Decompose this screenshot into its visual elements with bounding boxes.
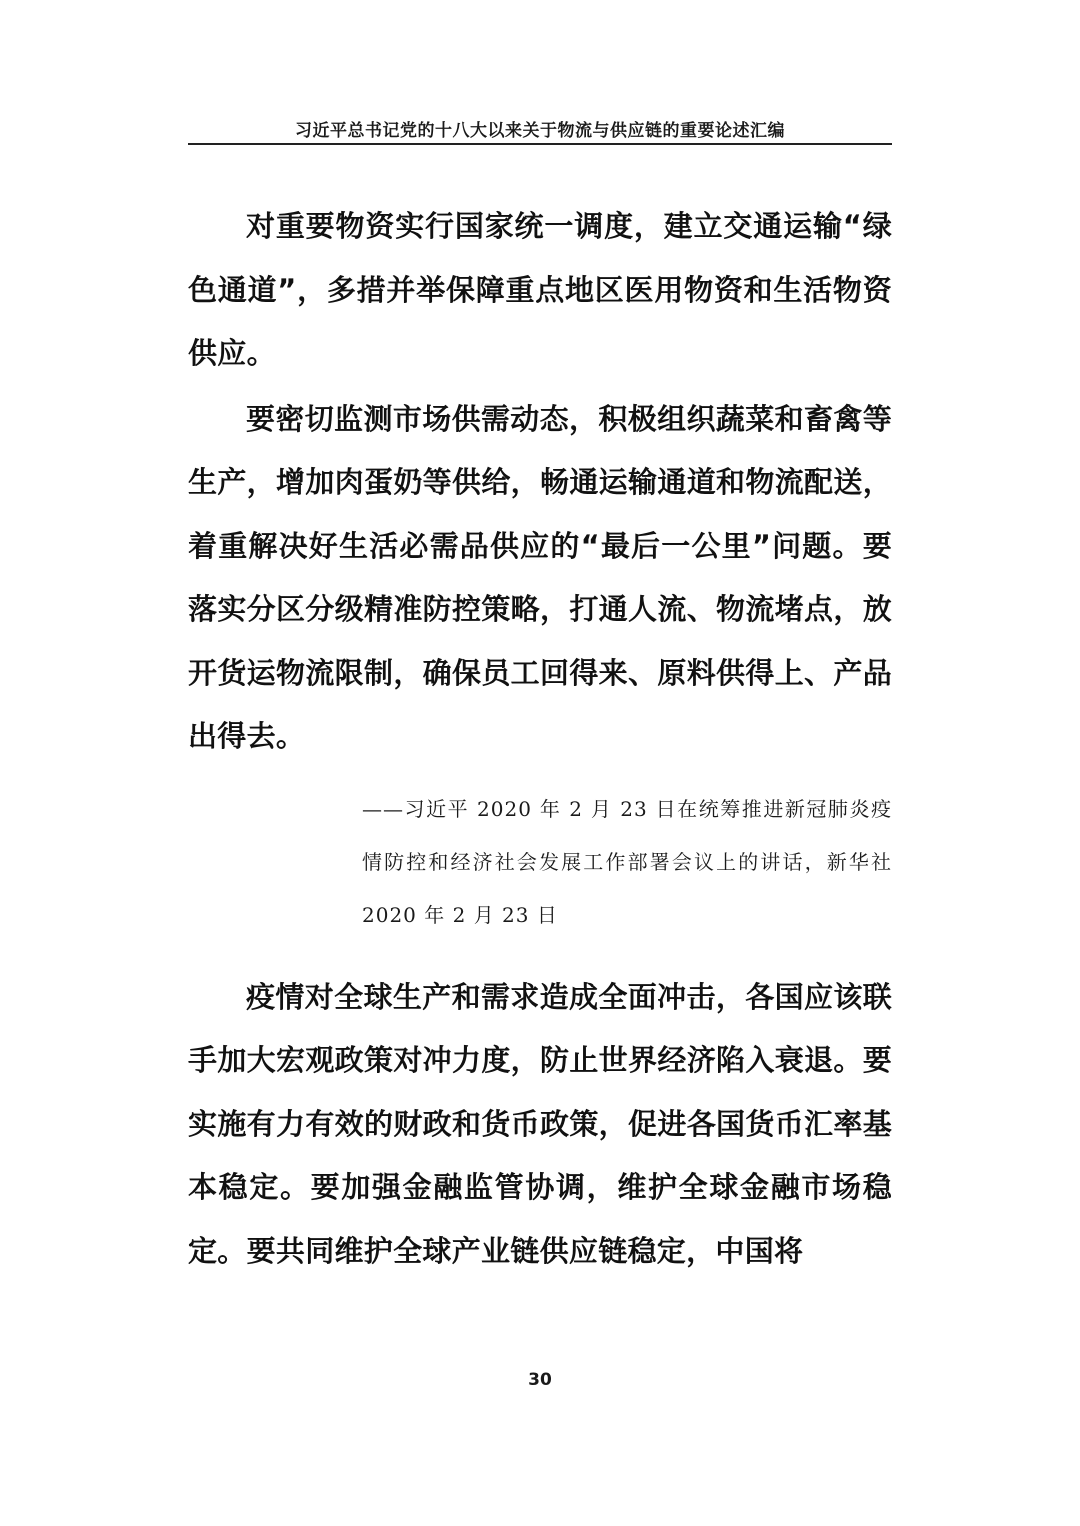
page-number: 30: [528, 1370, 552, 1390]
header-rule: [188, 143, 892, 145]
paragraph-1: 对重要物资实行国家统一调度，建立交通运输“绿色通道”，多措并举保障重点地区医用物资和生活物资供应。: [188, 209, 892, 370]
citation-block: [188, 783, 892, 942]
page-header-title: 习近平总书记党的十八大以来关于物流与供应链的重要论述汇编: [295, 121, 785, 141]
page-content: [188, 195, 892, 1283]
paragraph-2: 要密切监测市场供需动态，积极组织蔬菜和畜禽等生产，增加肉蛋奶等供给，畅通运输通道和物流配送，着重解决好生活必需品供应的“最后一公里”问题。要落实分区分级精准防控策略，打通人流、物流堵点，放开货运物流限制，确保员工回得来、原料供得上、产品出得去。: [188, 401, 892, 753]
paragraph-3: 疫情对全球生产和需求造成全面冲击，各国应该联手加大宏观政策对冲力度，防止世界经济陷入衰退。要实施有力有效的财政和货币政策，促进各国货币汇率基本稳定。要加强金融监管协调，维护全球金融市场稳定。要共同维护全球产业链供应链稳定，中国将: [188, 979, 892, 1268]
citation: ——习近平 2020 年 2 月 23 日在统筹推进新冠肺炎疫情防控和经济社会发展工作部署会议上的讲话，新华社 2020 年 2 月 23 日: [362, 796, 892, 927]
